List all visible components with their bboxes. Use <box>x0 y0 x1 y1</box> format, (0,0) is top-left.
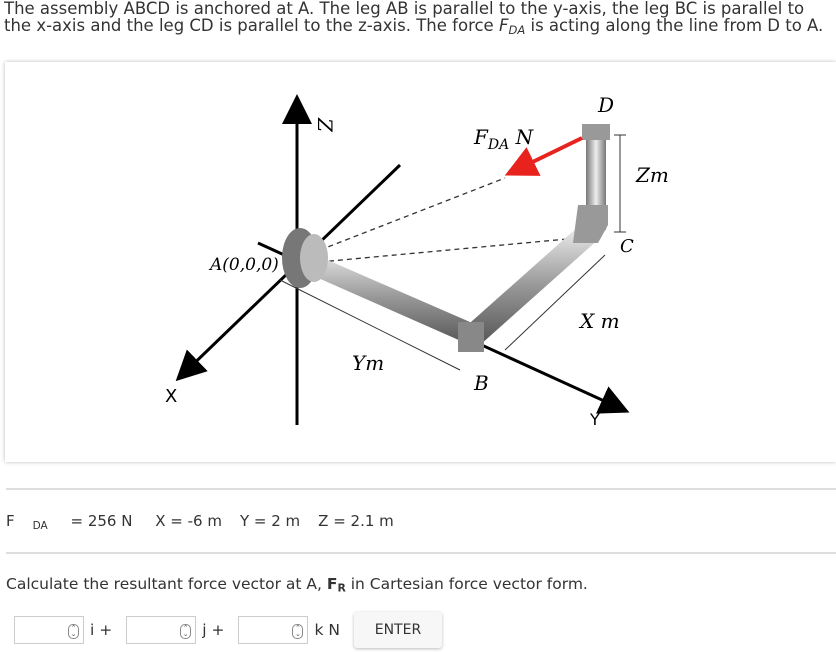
k-label: k N <box>314 621 340 639</box>
k-component-input[interactable] <box>238 616 308 644</box>
point-d-label: D <box>598 93 615 117</box>
y-axis-label: Y <box>590 410 600 429</box>
answer-row <box>14 612 442 648</box>
param-x: X = -6 m <box>155 512 222 530</box>
assembly-figure <box>5 62 836 462</box>
j-label: j + <box>202 621 225 639</box>
given-parameters: F $_{DA}$ = 256 N X = -6 m Y = 2 m Z = 2.1 m <box>6 512 394 532</box>
prompt-text: Calculate the resultant force vector at A, $F_R$ in Cartesian force vector form. <box>6 575 588 595</box>
j-component-input[interactable] <box>126 616 196 644</box>
divider <box>6 488 836 490</box>
divider <box>6 552 836 554</box>
x-axis-label: X <box>165 386 178 407</box>
dim-y-label: Ym <box>352 351 385 375</box>
spinner-icon[interactable]: ⌃ ⌄ <box>180 624 191 639</box>
z-axis-label: Z <box>313 118 337 132</box>
spinner-icon[interactable]: ⌃ ⌄ <box>292 624 303 639</box>
point-b-label: B <box>474 371 489 395</box>
dim-x-label: X m <box>580 309 620 333</box>
force-label: $F_{DA}$ N <box>474 125 534 153</box>
enter-button[interactable]: ENTER <box>354 612 442 648</box>
param-z: Z = 2.1 m <box>318 512 394 530</box>
dashed-lines <box>320 178 578 262</box>
point-a-label: A(0,0,0) <box>210 255 279 275</box>
pipe-assembly <box>282 124 610 352</box>
point-c-label: C <box>620 236 634 257</box>
i-label: i + <box>90 621 113 639</box>
dim-z-label: Zm <box>636 163 669 187</box>
i-component-input[interactable] <box>14 616 84 644</box>
param-y: Y = 2 m <box>239 512 301 530</box>
spinner-icon[interactable]: ⌃ ⌄ <box>68 624 79 639</box>
question-text: The assembly ABCD is anchored at A. The leg AB is parallel to the y-axis, the leg BC is parallel to the x-axis and the leg CD is parallel to the z-axis. The force $F_{DA}$ is acting along the line from D to A. <box>4 0 824 37</box>
